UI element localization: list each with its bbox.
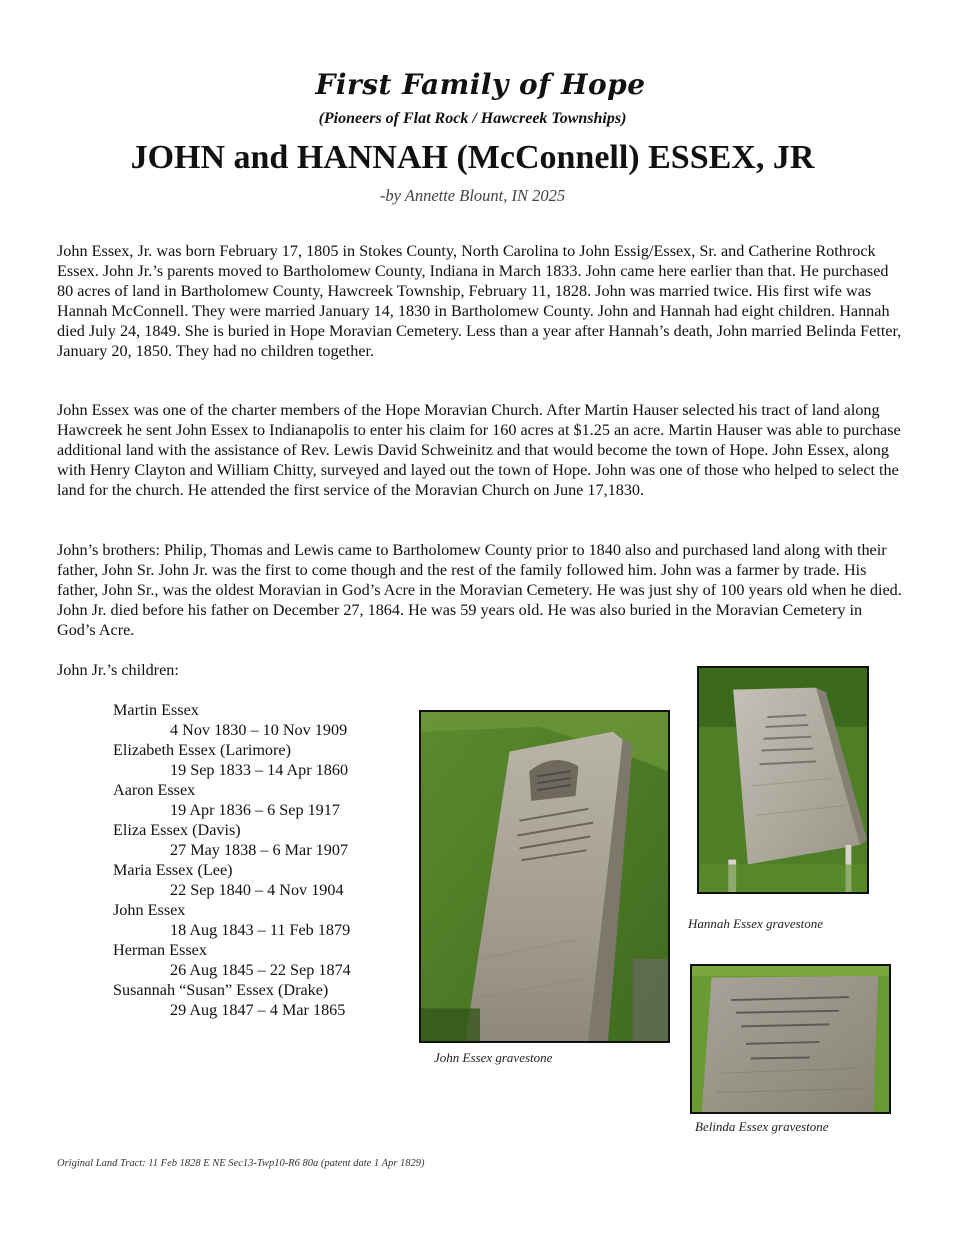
child-entry (113, 900, 413, 940)
john-gravestone-photo (419, 710, 670, 1043)
gravestone-image (692, 966, 889, 1112)
child-name: Eliza Essex (Davis) (113, 821, 241, 839)
hannah-gravestone-photo (697, 666, 869, 894)
land-tract-footnote: Original Land Tract: 11 Feb 1828 E NE Sec13-Twp10-R6 80a (patent date 1 Apr 1829) (57, 1158, 425, 1169)
byline: -by Annette Blount, IN 2025 (379, 186, 566, 205)
child-entry (113, 860, 413, 900)
child-dates: 19 Apr 1836 – 6 Sep 1917 (170, 801, 340, 819)
child-entry (113, 740, 413, 780)
gravestone-image (699, 668, 867, 892)
child-entry (113, 780, 413, 820)
child-entry (113, 940, 413, 980)
child-dates: 29 Aug 1847 – 4 Mar 1865 (170, 1001, 346, 1019)
child-entry (113, 700, 413, 740)
children-list (113, 700, 413, 1020)
paragraph-church: John Essex was one of the charter members of the Hope Moravian Church. After Martin Hauser selected his tract of land along Hawcreek he sent John Essex to Indianapolis to enter his claim for 160 acres at $1.25 an acre. Martin Hauser was able to purchase additional land with the assistance of Rev. Lewis David Schweinitz and that would become the town of Hope. John Essex, along with Henry Clayton and William Chitty, surveyed and layed out the town of Hope. John was one of those who helped to select the land for the church. He attended the first service of the Moravian Church on June 17,1830. (57, 401, 901, 499)
child-name: Herman Essex (113, 941, 207, 959)
gravestone-image (421, 712, 668, 1041)
hannah-gravestone-caption: Hannah Essex gravestone (688, 916, 824, 931)
child-name: Martin Essex (113, 701, 199, 719)
belinda-gravestone-caption: Belinda Essex gravestone (695, 1119, 829, 1134)
child-name: John Essex (113, 901, 186, 919)
child-dates: 22 Sep 1840 – 4 Nov 1904 (170, 881, 344, 899)
child-name: Aaron Essex (113, 781, 196, 799)
paragraph-biography: John Essex, Jr. was born February 17, 1805 in Stokes County, North Carolina to John Essig/Essex, Sr. and Catherine Rothrock Essex. John Jr.’s parents moved to Bartholomew County, Indiana in March 1833. John came here earlier than that. He purchased 80 acres of land in Bartholomew County, Hawcreek Township, February 11, 1828. John was married twice. His first wife was Hannah McConnell. They were married January 14, 1830 in Bartholomew County. John and Hannah had eight children. Hannah died July 24, 1849. She is buried in Hope Moravian Cemetery. Less than a year after Hannah’s death, John married Belinda Fetter, January 20, 1850. They had no children together. (57, 242, 902, 360)
children-heading: John Jr.’s children: (57, 661, 179, 679)
belinda-gravestone-photo (690, 964, 891, 1114)
child-name: Elizabeth Essex (Larimore) (113, 741, 291, 759)
child-dates: 26 Aug 1845 – 22 Sep 1874 (170, 961, 351, 979)
paragraph-family: John’s brothers: Philip, Thomas and Lewis came to Bartholomew County prior to 1840 also and purchased land along with their father, John Sr. John Jr. was the first to come though and the rest of the family followed him. John was a farmer by trade. His father, John Sr., was the oldest Moravian in God’s Acre in the Moravian Cemetery. He was just shy of 100 years old when he died. John Jr. died before his father on December 27, 1864. He was 59 years old. He was also buried in the Moravian Cemetery in God’s Acre. (57, 541, 902, 639)
child-entry (113, 980, 413, 1020)
series-title: First Family of Hope (315, 68, 646, 101)
child-dates: 4 Nov 1830 – 10 Nov 1909 (170, 721, 348, 739)
john-gravestone-caption: John Essex gravestone (434, 1050, 553, 1065)
child-dates: 27 May 1838 – 6 Mar 1907 (170, 841, 349, 859)
child-name: Maria Essex (Lee) (113, 861, 233, 879)
child-name: Susannah “Susan” Essex (Drake) (113, 981, 329, 999)
child-entry (113, 820, 413, 860)
child-dates: 19 Sep 1833 – 14 Apr 1860 (170, 761, 349, 779)
page-title: JOHN and HANNAH (McConnell) ESSEX, JR (130, 139, 815, 176)
subtitle: (Pioneers of Flat Rock / Hawcreek Townships) (318, 110, 627, 127)
child-dates: 18 Aug 1843 – 11 Feb 1879 (170, 921, 351, 939)
